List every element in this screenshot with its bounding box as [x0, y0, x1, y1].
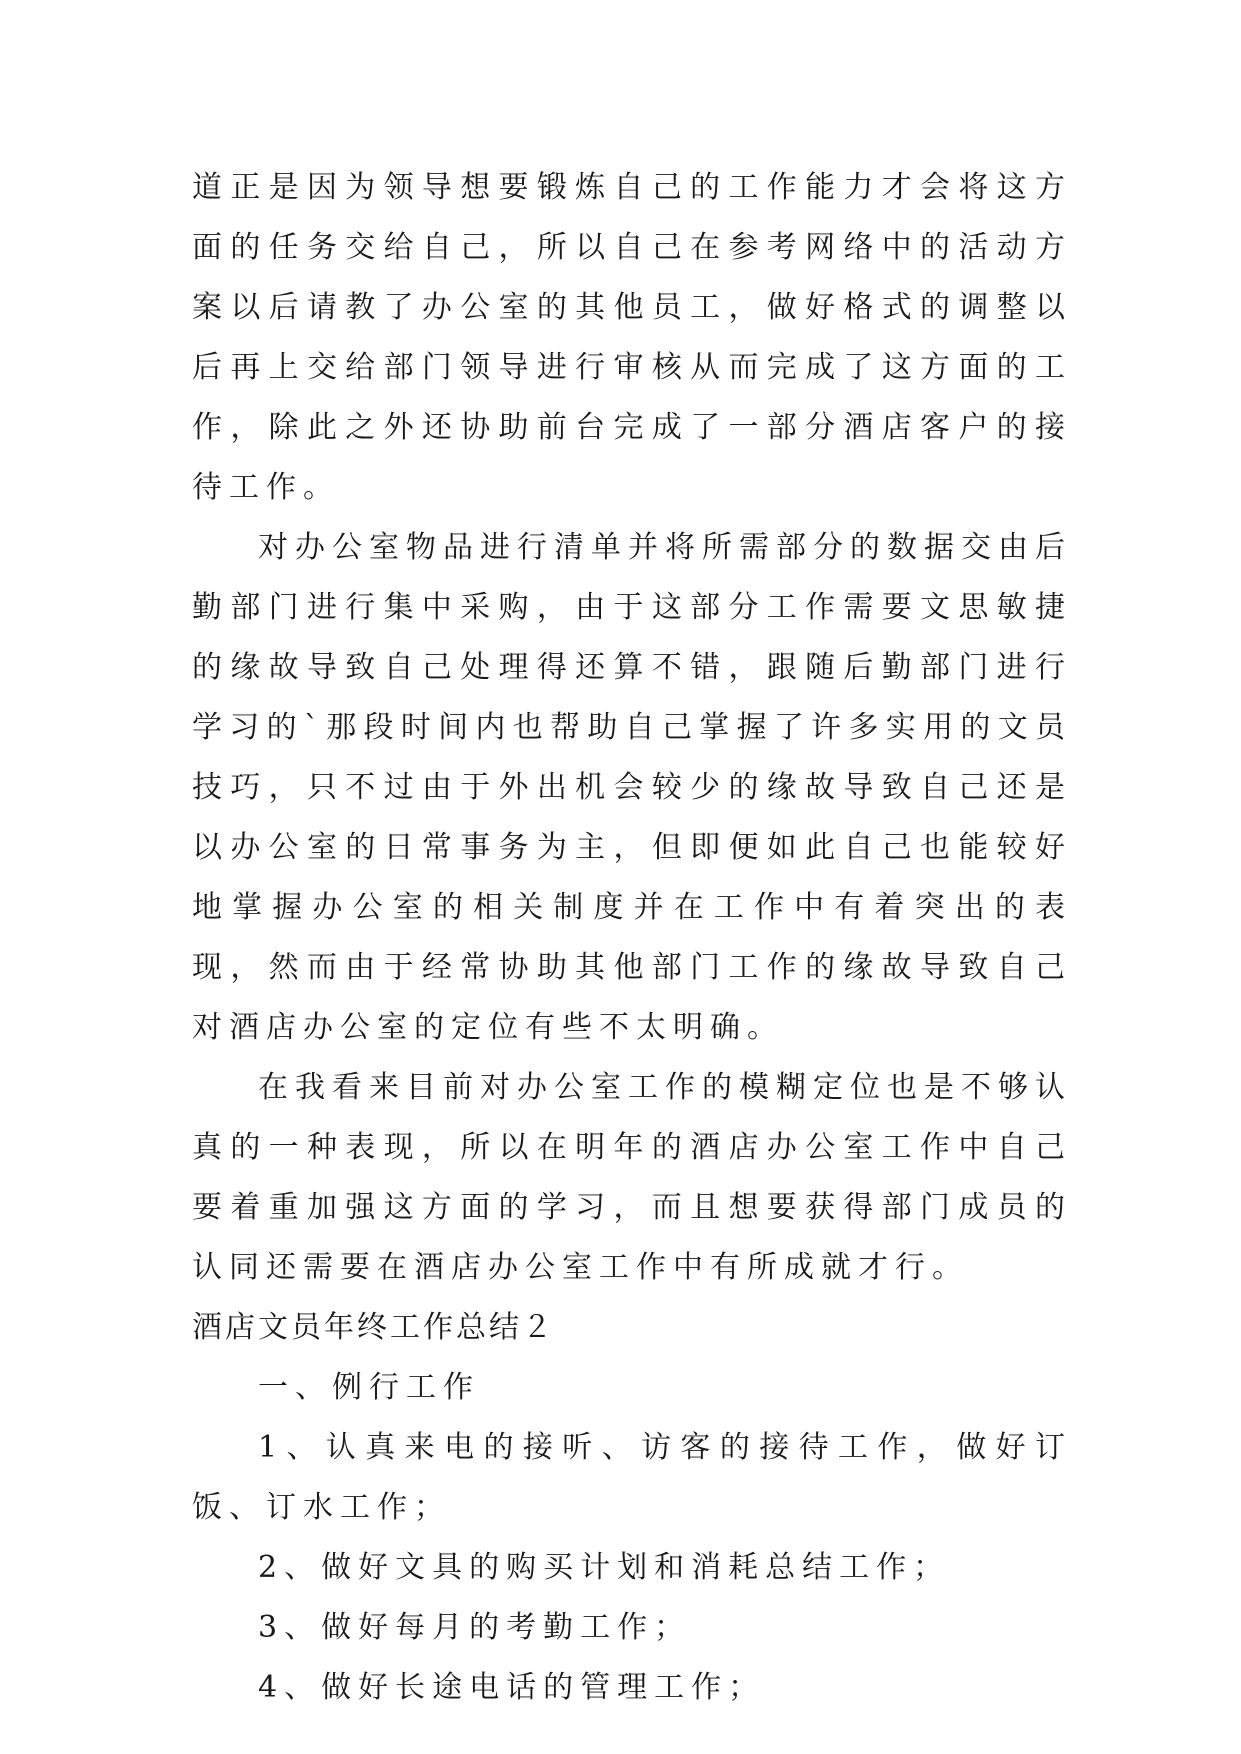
paragraph-office-inventory: 对办公室物品进行清单并将所需部分的数据交由后勤部门进行集中采购，由于这部分工作需要文思敏捷的缘故导致自己处理得还算不错，跟随后勤部门进行学习的`那段时间内也帮助自己掌握了许多实用的文员技巧，只不过由于外出机会较少的缘故导致自己还是以办公室的日常事务为主，但即便如此自己也能较好地掌握办公室的相关制度并在工作中有着突出的表现，然而由于经常协助其他部门工作的缘故导致自己对酒店办公室的定位有些不太明确。	[192, 530, 1072, 1045]
section-title: 酒店文员年终工作总结２	[192, 1310, 555, 1345]
list-item: 4、做好长途电话的管理工作；	[258, 1670, 766, 1705]
paragraph-continuation: 道正是因为领导想要锻炼自己的工作能力才会将这方面的任务交给自己，所以自己在参考网络中的活动方案以后请教了办公室的其他员工，做好格式的调整以后再上交给部门领导进行审核从而完成了这方面的工作，除此之外还协助前台完成了一部分酒店客户的接待工作。	[192, 170, 1072, 505]
subsection-title: 一、例行工作	[258, 1370, 480, 1405]
paragraph-positioning: 在我看来目前对办公室工作的模糊定位也是不够认真的一种表现，所以在明年的酒店办公室工作中自己要着重加强这方面的学习，而且想要获得部门成员的认同还需要在酒店办公室工作中有所成就才行。	[192, 1070, 1072, 1285]
document-body	[192, 158, 1072, 1718]
list-item: 2、做好文具的购买计划和消耗总结工作；	[258, 1550, 951, 1585]
list-item: 3、做好每月的考勤工作；	[258, 1610, 692, 1645]
list-item: 1、认真来电的接听、访客的接待工作，做好订饭、订水工作；	[192, 1430, 1072, 1525]
